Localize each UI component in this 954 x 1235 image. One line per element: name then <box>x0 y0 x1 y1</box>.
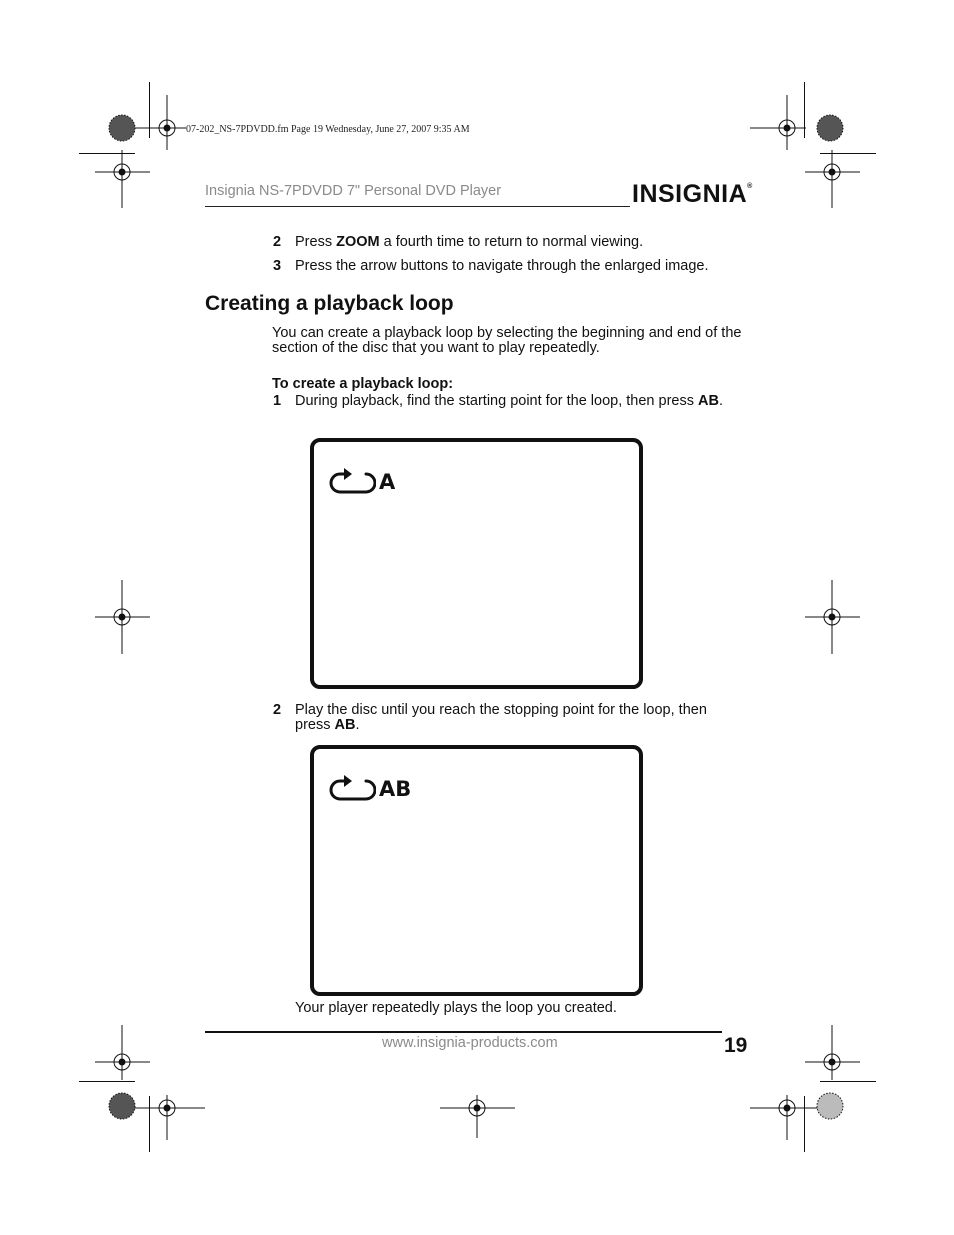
procedure-step-2 <box>273 703 743 735</box>
page-number: 19 <box>724 1034 748 1057</box>
header-rule <box>205 206 630 207</box>
repeat-loop-icon <box>328 775 376 803</box>
procedure-step-1 <box>273 394 733 426</box>
step-number: 3 <box>273 258 282 274</box>
brand-logo-mark: ® <box>747 183 753 190</box>
closing-text: Your player repeatedly plays the loop you created. <box>295 1000 617 1016</box>
header-title: Insignia NS-7PDVDD 7" Personal DVD Player <box>205 183 502 199</box>
procedure-heading: To create a playback loop: <box>272 376 454 392</box>
print-info: 07-202_NS-7PDVDD.fm Page 19 Wednesday, June 27, 2007 9:35 AM <box>186 124 470 135</box>
loop-indicator <box>328 468 395 496</box>
footer-url[interactable]: www.insignia-products.com <box>382 1035 558 1051</box>
loop-label: A <box>379 470 396 494</box>
step-text: Press ZOOM a fourth time to return to normal viewing. <box>295 234 644 250</box>
footer-rule <box>205 1031 722 1033</box>
step-3-arrows <box>273 259 753 275</box>
step-number: 2 <box>273 234 282 250</box>
osd-screen-ab <box>310 745 643 996</box>
brand-logo-text: INSIGNIA <box>632 180 748 208</box>
step-2-zoom <box>273 235 753 251</box>
step-number: 2 <box>273 702 282 718</box>
intro-paragraph: You can create a playback loop by selecting the beginning and end of the section of the disc that you want to play repeatedly. <box>272 325 742 356</box>
osd-screen-a <box>310 438 643 689</box>
loop-label: AB <box>379 777 412 801</box>
step-text: During playback, find the starting point for the loop, then press AB. <box>295 393 723 409</box>
loop-indicator <box>328 775 411 803</box>
brand-logo <box>632 180 753 209</box>
repeat-loop-icon <box>328 468 376 496</box>
step-text: Press the arrow buttons to navigate through the enlarged image. <box>295 258 709 274</box>
section-heading: Creating a playback loop <box>205 292 454 315</box>
step-number: 1 <box>273 393 282 409</box>
step-text: Play the disc until you reach the stopping point for the loop, then press AB. <box>295 702 707 733</box>
